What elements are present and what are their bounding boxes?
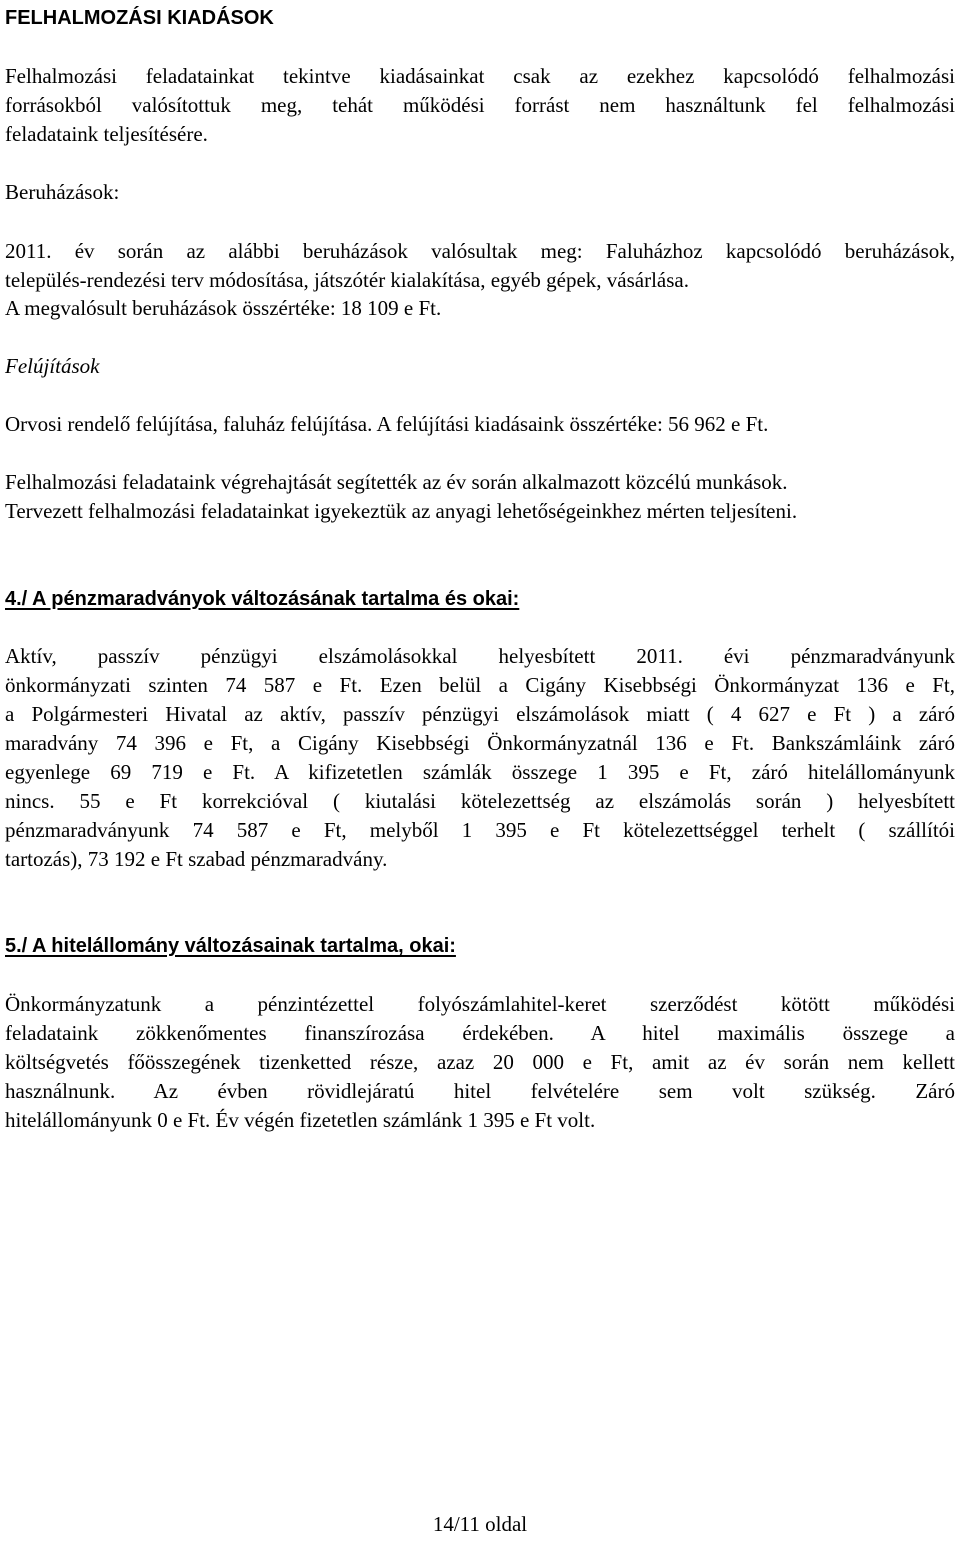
beruhazasok-line-3: A megvalósult beruházások összértéke: 18 109 e Ft. <box>5 296 442 320</box>
section-5-line-3: költségvetés főösszegének tizenketted része, azaz 20 000 e Ft, amit az év során nem kellett <box>5 1050 955 1074</box>
section-5-line-2: feladataink zökkenőmentes finanszírozása érdekében. A hitel maximális összege a <box>5 1021 955 1045</box>
section-5-line-4: használnunk. Az évben rövidlejáratú hitel felvételére sem volt szükség. Záró <box>5 1079 955 1103</box>
beruhazasok-label-colon: : <box>113 180 120 204</box>
beruhazasok-label <box>5 178 119 206</box>
section-4-line-5: egyenlege 69 719 e Ft. A kifizetetlen számlák összege 1 395 e Ft, záró hitelállományunk <box>5 760 955 784</box>
page-number: 14/11 oldal <box>432 1512 528 1536</box>
beruhazasok-line-1: 2011. év során az alábbi beruházások valósultak meg: Faluházhoz kapcsolódó beruházások, <box>5 239 955 263</box>
section-5-heading: 5./ A hitelállomány változásainak tartalma, okai: <box>5 935 456 957</box>
beruhazasok-label-text: Beruházások <box>5 180 114 204</box>
section-5-line-1: Önkormányzatunk a pénzintézettel folyószámlahitel-keret szerződést kötött működési <box>5 992 955 1016</box>
closing-line-1: Felhalmozási feladataink végrehajtását segítették az év során alkalmazott közcélú munkások. <box>5 470 788 494</box>
felujitasok-line: Orvosi rendelő felújítása, faluház felújítása. A felújítási kiadásaink összértéke: 56 962 e Ft. <box>5 412 769 436</box>
section-5-line-5: hitelállományunk 0 e Ft. Év végén fizetetlen számlánk 1 395 e Ft volt. <box>5 1108 596 1132</box>
felujitasok-label: Felújítások <box>5 354 100 378</box>
section-4-line-1: Aktív, passzív pénzügyi elszámolásokkal helyesbített 2011. évi pénzmaradványunk <box>5 644 955 668</box>
section-4-line-8: tartozás), 73 192 e Ft szabad pénzmaradvány. <box>5 847 388 871</box>
section-4-line-6: nincs. 55 e Ft korrekcióval ( kiutalási kötelezettség az elszámolás során ) helyesbített <box>5 789 955 813</box>
intro-line-2: forrásokból valósítottuk meg, tehát működési forrást nem használtunk fel felhalmozási <box>5 93 955 117</box>
closing-line-2: Tervezett felhalmozási feladatainkat igyekeztük az anyagi lehetőségeinkhez mérten teljesíteni. <box>5 499 798 523</box>
page-title: FELHALMOZÁSI KIADÁSOK <box>5 7 274 29</box>
section-4-line-3: a Polgármesteri Hivatal az aktív, passzív pénzügyi elszámolások miatt ( 4 627 e Ft ) a záró <box>5 702 955 726</box>
beruhazasok-line-2: település-rendezési terv módosítása, játszótér kialakítása, egyéb gépek, vásárlása. <box>5 268 689 292</box>
intro-line-1: Felhalmozási feladatainkat tekintve kiadásainkat csak az ezekhez kapcsolódó felhalmozási <box>5 64 955 88</box>
section-4-line-7: pénzmaradványunk 74 587 e Ft, melyből 1 395 e Ft kötelezettséggel terhelt ( szállítói <box>5 818 955 842</box>
section-4-line-2: önkormányzati szinten 74 587 e Ft. Ezen belül a Cigány Kisebbségi Önkormányzat 136 e Ft, <box>5 673 955 697</box>
section-4-line-4: maradvány 74 396 e Ft, a Cigány Kisebbségi Önkormányzatnál 136 e Ft. Bankszámláink záró <box>5 731 955 755</box>
section-4-heading: 4./ A pénzmaradványok változásának tartalma és okai: <box>5 588 520 610</box>
intro-line-3: feladataink teljesítésére. <box>5 122 208 146</box>
